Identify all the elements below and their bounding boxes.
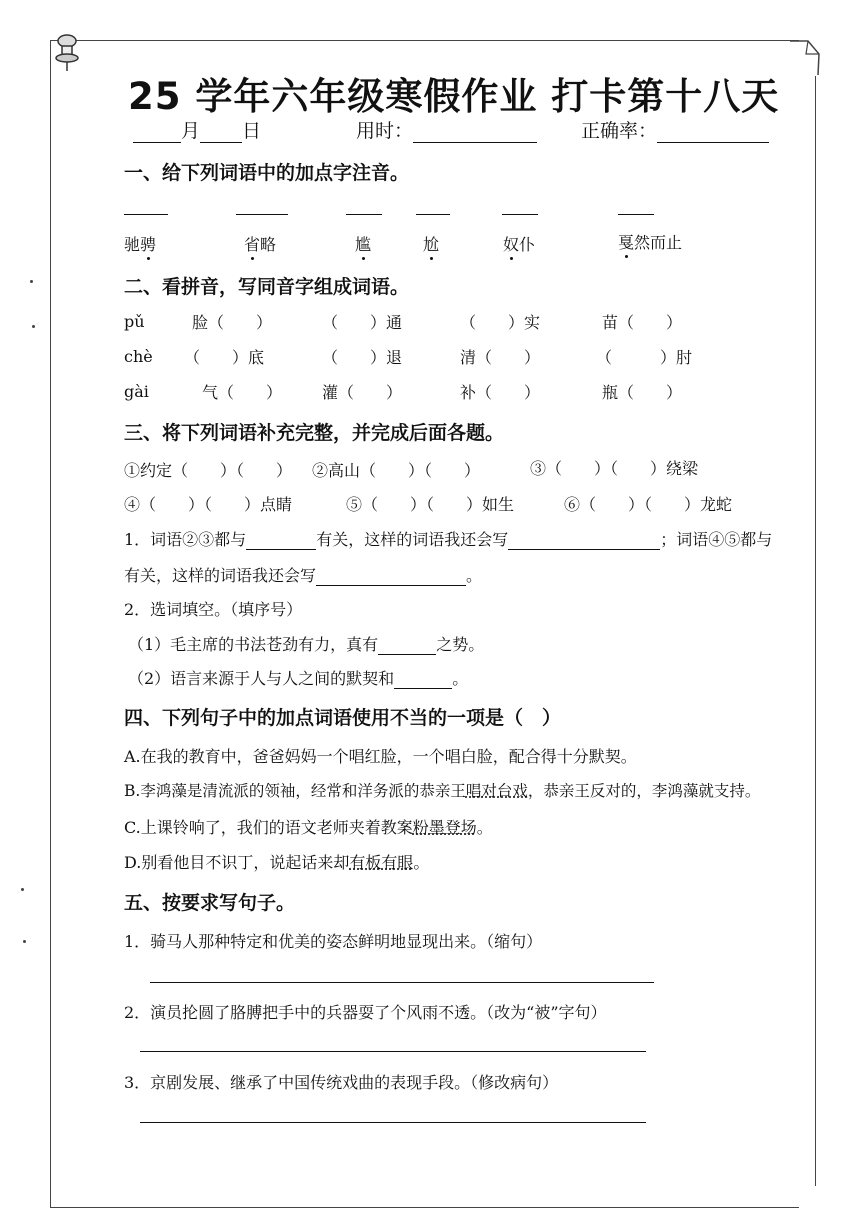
- blank-item[interactable]: （ ）通: [322, 313, 403, 332]
- page-border: [50, 40, 799, 1208]
- q3-1-line2: 有关，这样的词语我还会写 。: [124, 566, 483, 585]
- blank-item[interactable]: 气（ ）: [202, 383, 283, 402]
- pinyin-blank[interactable]: [346, 214, 382, 215]
- word-gan: 尴: [355, 235, 372, 254]
- word-nupu: 奴仆: [503, 235, 536, 254]
- answer-line[interactable]: [140, 1051, 646, 1052]
- scan-speck: [21, 888, 24, 891]
- date-row: [133, 116, 261, 143]
- section-1-heading: 一、给下列词语中的加点字注音。: [124, 162, 410, 184]
- pushpin-icon: [52, 32, 82, 72]
- option-b[interactable]: B.李鸿藻是清流派的领袖，经常和洋务派的恭亲王唱对台戏，恭亲王反对的，李鸿藻就支持。: [124, 782, 761, 800]
- dotted-word: 唱对台戏: [465, 782, 528, 800]
- section-4-heading: 四、下列句子中的加点词语使用不当的一项是（ ）: [124, 707, 562, 729]
- answer-line[interactable]: [150, 982, 654, 983]
- blank-item[interactable]: （ ）肘: [596, 348, 693, 367]
- blank-item[interactable]: （ ）实: [460, 313, 541, 332]
- idiom-item[interactable]: ⑥（ ）（ ）龙蛇: [564, 495, 733, 514]
- answer-blank[interactable]: [316, 571, 466, 586]
- answer-blank[interactable]: [246, 535, 316, 550]
- pinyin-blank[interactable]: [618, 214, 654, 215]
- option-d[interactable]: D.别看他目不识丁，说起话来却有板有眼。: [124, 853, 430, 872]
- section-5-heading: 五、按要求写句子。: [124, 892, 296, 914]
- time-row: [356, 116, 537, 143]
- word-shenglue: 省略: [244, 235, 277, 254]
- answer-blank[interactable]: [378, 640, 436, 655]
- scan-speck: [32, 325, 35, 328]
- time-label: 用时：: [356, 120, 414, 142]
- answer-blank[interactable]: [508, 535, 660, 550]
- blank-item[interactable]: 苗（ ）: [602, 313, 683, 332]
- option-a[interactable]: A.在我的教育中，爸爸妈妈一个唱红脸，一个唱白脸，配合得十分默契。: [124, 747, 637, 766]
- q3-2-1: （1）毛主席的书法苍劲有力，真有 之势。: [128, 635, 485, 654]
- folded-corner-icon: [790, 40, 820, 76]
- idiom-item[interactable]: ①约定（ ）（ ）: [124, 461, 293, 480]
- idiom-item[interactable]: ④（ ）（ ）点睛: [124, 495, 293, 514]
- q5-2: 2．演员抡圆了胳膊把手中的兵器耍了个风雨不透。（改为“被”字句）: [124, 1003, 607, 1022]
- answer-line[interactable]: [140, 1122, 646, 1123]
- accuracy-blank[interactable]: [657, 124, 769, 143]
- q3-2: 2．选词填空。（填序号）: [124, 600, 303, 619]
- time-blank[interactable]: [413, 124, 537, 143]
- month-blank[interactable]: [133, 124, 181, 143]
- scan-speck: [30, 280, 33, 283]
- word-jiaranerzhi: 戛然而止: [618, 233, 683, 252]
- pinyin-blank[interactable]: [124, 214, 168, 215]
- q5-3: 3．京剧发展、继承了中国传统戏曲的表现手段。（修改病句）: [124, 1073, 559, 1092]
- blank-item[interactable]: （ ）退: [322, 348, 403, 367]
- blank-item[interactable]: 清（ ）: [460, 348, 541, 367]
- scan-speck: [23, 940, 26, 943]
- idiom-item[interactable]: ③（ ）（ ）绕梁: [530, 459, 699, 478]
- page-title: 25 学年六年级寒假作业 打卡第十八天: [128, 75, 780, 118]
- section-3-heading: 三、将下列词语补充完整，并完成后面各题。: [124, 422, 505, 444]
- blank-item[interactable]: 灌（ ）: [322, 383, 403, 402]
- day-label: 日: [242, 120, 262, 142]
- idiom-item[interactable]: ②高山（ ）（ ）: [312, 461, 481, 480]
- page-border-right: [815, 76, 816, 1186]
- pinyin-gai: gài: [124, 382, 149, 401]
- blank-item[interactable]: 脸（ ）: [192, 313, 273, 332]
- dotted-word: 有板有眼: [349, 853, 414, 872]
- pinyin-blank[interactable]: [502, 214, 538, 215]
- word-chicheng: 驰骋: [124, 235, 157, 254]
- section-2-heading: 二、看拼音，写同音字组成词语。: [124, 276, 410, 298]
- blank-item[interactable]: 补（ ）: [460, 383, 541, 402]
- answer-blank[interactable]: [394, 674, 452, 689]
- idiom-item[interactable]: ⑤（ ）（ ）如生: [346, 495, 515, 514]
- accuracy-label: 正确率：: [581, 120, 658, 142]
- word-ga: 尬: [423, 235, 440, 254]
- pinyin-che: chè: [124, 347, 153, 366]
- day-blank[interactable]: [200, 124, 242, 143]
- month-label: 月: [181, 120, 201, 142]
- q3-1-line1: 1．词语②③都与 有关，这样的词语我还会写 ；词语④⑤都与: [124, 530, 773, 549]
- q5-1: 1．骑马人那种特定和优美的姿态鲜明地显现出来。（缩句）: [124, 932, 543, 951]
- q3-2-2: （2）语言来源于人与人之间的默契和 。: [128, 669, 469, 688]
- blank-item[interactable]: （ ）底: [184, 348, 265, 367]
- blank-item[interactable]: 瓶（ ）: [602, 383, 683, 402]
- pinyin-blank[interactable]: [416, 214, 450, 215]
- option-c[interactable]: C.上课铃响了，我们的语文老师夹着教案粉墨登场。: [124, 818, 493, 837]
- accuracy-row: [581, 116, 769, 143]
- pinyin-blank[interactable]: [236, 214, 288, 215]
- pinyin-pu: pǔ: [124, 312, 145, 331]
- dotted-word: 粉墨登场: [412, 818, 477, 837]
